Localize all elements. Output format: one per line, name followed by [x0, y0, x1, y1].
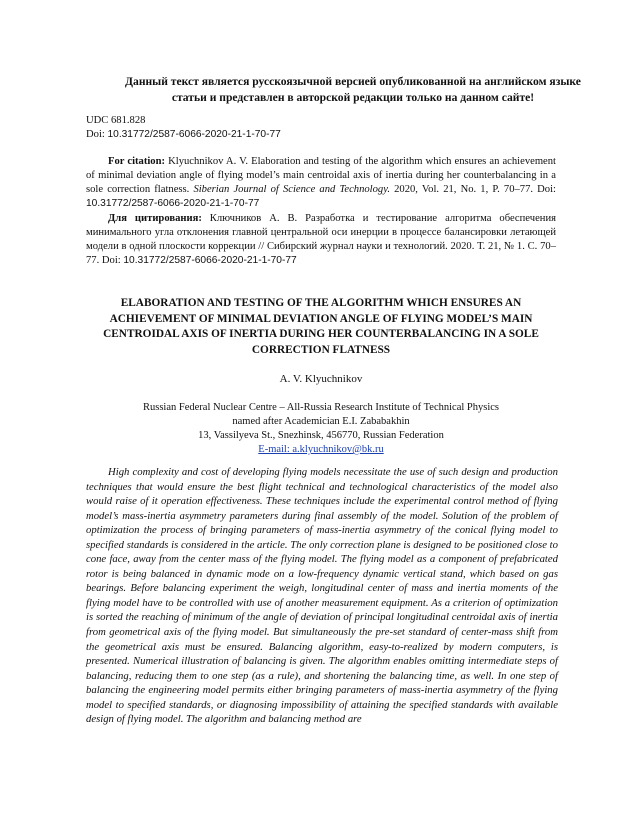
- citation-ru-doi[interactable]: 10.31772/2587-6066-2020-21-1-70-77: [123, 255, 297, 266]
- udc-code: UDC 681.828: [86, 115, 146, 126]
- affiliation-line-3: 13, Vassilyeva St., Snezhinsk, 456770, Russian Federation: [198, 430, 444, 441]
- citation-ru-label: Для цитирования:: [108, 213, 202, 224]
- doi-label: Doi:: [86, 129, 108, 140]
- article-meta: [86, 114, 281, 142]
- author-email-link[interactable]: E-mail: a.klyuchnikov@bk.ru: [258, 444, 384, 455]
- affiliation-line-2: named after Academician E.I. Zababakhin: [232, 416, 410, 427]
- abstract-text: High complexity and cost of developing flying models necessitate the use of such design and production techniques that would ensure the best flight technical and technological characteristics of the model also would raise of it operation effectiveness. These techniques include the experimental control method of flying model’s mass-inertia asymmetry parameters during final assembly of the model. Solution of the problem of optimization the process of bringing parameters of mass-inertia asymmetry of the conical flying model to specified standards is considered in the article. The only correction plane is designed to be positioned close to cone face, away from the center mass of the flying model. The flying model as a component of prefabricated rotor is being balanced in dynamic mode on a low-frequency dynamic vertical stand, which based on gas bearings. Before balancing experiment the weigh, longitudinal center of mass and inertia moments of the flying model have to be controlled with use of another measurement equipment. As a criterion of optimization is sorted the reaching of minimum of the angle of deviation of principal longitudinal centroidal axis of inertia from geometrical axis of the flying model. But simultaneously the pre-set standard of center-mass shift from the geometrical axis must be ensured. Balancing algorithm, easy-to-realized by modern computers, is presented. Numerical illustration of balancing is given. The algorithm enables omitting intermediate steps of balancing, reducing them to one step (as a rule), and shortening the balancing time, as well. In one step of balancing the engineering model permits either bringing parameters of mass-inertia asymmetry of the flying model to specified standards, or diagnosing impossibility of attaining the specified standards with available design of flying model. The algorithm and balancing method are: [86, 466, 558, 726]
- citation-ru-text: Ключников А. В. Разработка и тестирование алгоритма обеспечения минимального угла отклонения главной центральной оси инерции в процессе балансировки летающей модели в одной плоскости коррекции // Сибирский журнал науки и технологий. 2020. Т. 21, № 1. С. 70–77. Doi:: [86, 213, 556, 266]
- paper-title: ELABORATION AND TESTING OF THE ALGORITHM WHICH ENSURES AN ACHIEVEMENT OF MINIMAL DEVIATION ANGLE OF FLYING MODEL’S MAIN CENTROIDAL AXIS OF INERTIA DURING HER COUNTERBALANCING IN A SOLE CORRECTION FLATNESS: [103, 297, 539, 356]
- citation-en-label: For citation:: [108, 156, 166, 167]
- doi-value[interactable]: 10.31772/2587-6066-2020-21-1-70-77: [107, 129, 281, 140]
- citation-english: [86, 155, 556, 211]
- author-name: A. V. Klyuchnikov: [279, 373, 363, 385]
- citation-en-journal: Siberian Journal of Science and Technology.: [193, 184, 390, 195]
- affiliation-line-1: Russian Federal Nuclear Centre – All-Russia Research Institute of Technical Physics: [143, 402, 499, 413]
- citation-en-doi[interactable]: 10.31772/2587-6066-2020-21-1-70-77: [86, 198, 260, 209]
- citation-en-details: 2020, Vol. 21, No. 1, P. 70–77. Doi:: [389, 184, 556, 195]
- author-affiliation: [86, 401, 556, 457]
- translation-notice: Данный текст является русскоязычной версией опубликованной на английском языке статьи и представлен в авторской редакции только на данном сайте!: [125, 75, 581, 104]
- citation-en-text: Klyuchnikov A. V. Elaboration and testing of the algorithm which ensures an achievement of minimal deviation angle of flying model’s main centroidal axis of inertia during her counterbalancing in a sole correction flatness.: [86, 156, 556, 195]
- citation-russian: [86, 212, 556, 268]
- doi-line: [86, 128, 281, 142]
